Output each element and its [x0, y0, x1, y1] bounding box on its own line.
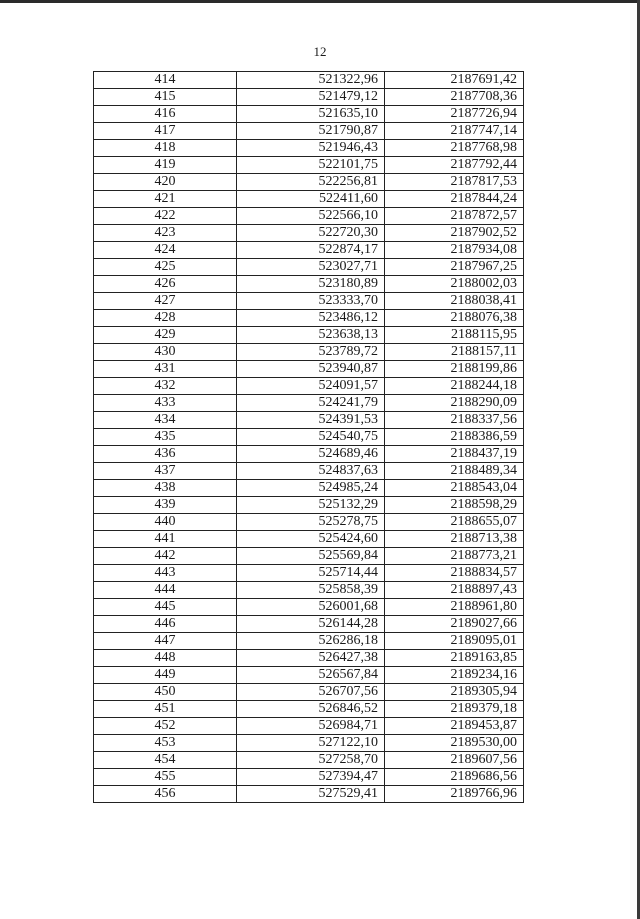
y-coordinate-cell: 2187792,44: [385, 157, 524, 174]
y-coordinate-cell: 2187902,52: [385, 225, 524, 242]
x-coordinate-cell: 524540,75: [237, 429, 385, 446]
x-coordinate-cell: 525278,75: [237, 514, 385, 531]
x-coordinate-cell: 521479,12: [237, 89, 385, 106]
point-number-cell: 434: [94, 412, 237, 429]
y-coordinate-cell: 2188961,80: [385, 599, 524, 616]
table-row: [94, 140, 524, 157]
y-coordinate-cell: 2187747,14: [385, 123, 524, 140]
y-coordinate-cell: 2188543,04: [385, 480, 524, 497]
y-coordinate-cell: 2188038,41: [385, 293, 524, 310]
table-row: [94, 429, 524, 446]
x-coordinate-cell: 525569,84: [237, 548, 385, 565]
point-number-cell: 444: [94, 582, 237, 599]
table-row: [94, 769, 524, 786]
y-coordinate-cell: 2187768,98: [385, 140, 524, 157]
table-row: [94, 514, 524, 531]
table-row: [94, 633, 524, 650]
point-number-cell: 419: [94, 157, 237, 174]
table-row: [94, 259, 524, 276]
point-number-cell: 448: [94, 650, 237, 667]
table-row: [94, 242, 524, 259]
y-coordinate-cell: 2188489,34: [385, 463, 524, 480]
table-row: [94, 463, 524, 480]
y-coordinate-cell: 2187872,57: [385, 208, 524, 225]
y-coordinate-cell: 2188897,43: [385, 582, 524, 599]
y-coordinate-cell: 2189530,00: [385, 735, 524, 752]
y-coordinate-cell: 2188386,59: [385, 429, 524, 446]
table-row: [94, 174, 524, 191]
point-number-cell: 454: [94, 752, 237, 769]
y-coordinate-cell: 2188244,18: [385, 378, 524, 395]
x-coordinate-cell: 523486,12: [237, 310, 385, 327]
point-number-cell: 425: [94, 259, 237, 276]
x-coordinate-cell: 527529,41: [237, 786, 385, 803]
point-number-cell: 450: [94, 684, 237, 701]
table-row: [94, 531, 524, 548]
point-number-cell: 414: [94, 72, 237, 89]
point-number-cell: 424: [94, 242, 237, 259]
x-coordinate-cell: 526427,38: [237, 650, 385, 667]
y-coordinate-cell: 2189305,94: [385, 684, 524, 701]
table-row: [94, 225, 524, 242]
point-number-cell: 439: [94, 497, 237, 514]
point-number-cell: 453: [94, 735, 237, 752]
y-coordinate-cell: 2189607,56: [385, 752, 524, 769]
point-number-cell: 421: [94, 191, 237, 208]
table-row: [94, 412, 524, 429]
x-coordinate-cell: 521946,43: [237, 140, 385, 157]
table-row: [94, 718, 524, 735]
y-coordinate-cell: 2187817,53: [385, 174, 524, 191]
table-row: [94, 310, 524, 327]
table-row: [94, 684, 524, 701]
point-number-cell: 447: [94, 633, 237, 650]
x-coordinate-cell: 524391,53: [237, 412, 385, 429]
point-number-cell: 449: [94, 667, 237, 684]
x-coordinate-cell: 524837,63: [237, 463, 385, 480]
point-number-cell: 417: [94, 123, 237, 140]
y-coordinate-cell: 2188002,03: [385, 276, 524, 293]
table-row: [94, 208, 524, 225]
x-coordinate-cell: 522874,17: [237, 242, 385, 259]
y-coordinate-cell: 2189234,16: [385, 667, 524, 684]
x-coordinate-cell: 526846,52: [237, 701, 385, 718]
table-row: [94, 480, 524, 497]
point-number-cell: 438: [94, 480, 237, 497]
table-row: [94, 548, 524, 565]
x-coordinate-cell: 525424,60: [237, 531, 385, 548]
point-number-cell: 427: [94, 293, 237, 310]
point-number-cell: 422: [94, 208, 237, 225]
point-number-cell: 416: [94, 106, 237, 123]
point-number-cell: 431: [94, 361, 237, 378]
y-coordinate-cell: 2189453,87: [385, 718, 524, 735]
point-number-cell: 443: [94, 565, 237, 582]
point-number-cell: 446: [94, 616, 237, 633]
y-coordinate-cell: 2188834,57: [385, 565, 524, 582]
point-number-cell: 415: [94, 89, 237, 106]
point-number-cell: 436: [94, 446, 237, 463]
point-number-cell: 452: [94, 718, 237, 735]
point-number-cell: 432: [94, 378, 237, 395]
y-coordinate-cell: 2188290,09: [385, 395, 524, 412]
table-row: [94, 276, 524, 293]
x-coordinate-cell: 522256,81: [237, 174, 385, 191]
table-row: [94, 752, 524, 769]
point-number-cell: 456: [94, 786, 237, 803]
y-coordinate-cell: 2188199,86: [385, 361, 524, 378]
table-row: [94, 446, 524, 463]
table-row: [94, 786, 524, 803]
x-coordinate-cell: 525714,44: [237, 565, 385, 582]
x-coordinate-cell: 523027,71: [237, 259, 385, 276]
table-row: [94, 616, 524, 633]
y-coordinate-cell: 2188437,19: [385, 446, 524, 463]
y-coordinate-cell: 2187691,42: [385, 72, 524, 89]
x-coordinate-cell: 521790,87: [237, 123, 385, 140]
x-coordinate-cell: 522720,30: [237, 225, 385, 242]
point-number-cell: 451: [94, 701, 237, 718]
x-coordinate-cell: 527122,10: [237, 735, 385, 752]
x-coordinate-cell: 526001,68: [237, 599, 385, 616]
point-number-cell: 430: [94, 344, 237, 361]
point-number-cell: 420: [94, 174, 237, 191]
y-coordinate-cell: 2187967,25: [385, 259, 524, 276]
table-row: [94, 157, 524, 174]
point-number-cell: 445: [94, 599, 237, 616]
x-coordinate-cell: 523638,13: [237, 327, 385, 344]
table-row: [94, 650, 524, 667]
x-coordinate-cell: 523180,89: [237, 276, 385, 293]
y-coordinate-cell: 2188157,11: [385, 344, 524, 361]
y-coordinate-cell: 2188076,38: [385, 310, 524, 327]
y-coordinate-cell: 2188115,95: [385, 327, 524, 344]
point-number-cell: 437: [94, 463, 237, 480]
y-coordinate-cell: 2188713,38: [385, 531, 524, 548]
table-row: [94, 123, 524, 140]
table-row: [94, 599, 524, 616]
y-coordinate-cell: 2189163,85: [385, 650, 524, 667]
table-row: [94, 667, 524, 684]
point-number-cell: 418: [94, 140, 237, 157]
x-coordinate-cell: 523789,72: [237, 344, 385, 361]
y-coordinate-cell: 2187726,94: [385, 106, 524, 123]
point-number-cell: 435: [94, 429, 237, 446]
x-coordinate-cell: 523940,87: [237, 361, 385, 378]
x-coordinate-cell: 522411,60: [237, 191, 385, 208]
x-coordinate-cell: 525858,39: [237, 582, 385, 599]
x-coordinate-cell: 527394,47: [237, 769, 385, 786]
x-coordinate-cell: 525132,29: [237, 497, 385, 514]
table-row: [94, 395, 524, 412]
y-coordinate-cell: 2188655,07: [385, 514, 524, 531]
y-coordinate-cell: 2187708,36: [385, 89, 524, 106]
table-row: [94, 327, 524, 344]
x-coordinate-cell: 526144,28: [237, 616, 385, 633]
coordinates-table: [93, 71, 524, 803]
x-coordinate-cell: 524091,57: [237, 378, 385, 395]
x-coordinate-cell: 521322,96: [237, 72, 385, 89]
y-coordinate-cell: 2187844,24: [385, 191, 524, 208]
coordinates-table-body: [94, 72, 524, 803]
x-coordinate-cell: 527258,70: [237, 752, 385, 769]
y-coordinate-cell: 2188337,56: [385, 412, 524, 429]
y-coordinate-cell: 2188773,21: [385, 548, 524, 565]
x-coordinate-cell: 524985,24: [237, 480, 385, 497]
table-row: [94, 293, 524, 310]
table-row: [94, 565, 524, 582]
page-number: 12: [313, 44, 327, 59]
table-row: [94, 106, 524, 123]
table-row: [94, 72, 524, 89]
table-row: [94, 344, 524, 361]
table-row: [94, 191, 524, 208]
point-number-cell: 455: [94, 769, 237, 786]
y-coordinate-cell: 2189379,18: [385, 701, 524, 718]
table-row: [94, 497, 524, 514]
x-coordinate-cell: 526567,84: [237, 667, 385, 684]
y-coordinate-cell: 2189095,01: [385, 633, 524, 650]
table-row: [94, 378, 524, 395]
x-coordinate-cell: 526707,56: [237, 684, 385, 701]
point-number-cell: 429: [94, 327, 237, 344]
y-coordinate-cell: 2189027,66: [385, 616, 524, 633]
point-number-cell: 428: [94, 310, 237, 327]
point-number-cell: 440: [94, 514, 237, 531]
point-number-cell: 433: [94, 395, 237, 412]
point-number-cell: 442: [94, 548, 237, 565]
scan-edge-top: [0, 0, 640, 3]
table-row: [94, 361, 524, 378]
y-coordinate-cell: 2187934,08: [385, 242, 524, 259]
table-row: [94, 735, 524, 752]
x-coordinate-cell: 524689,46: [237, 446, 385, 463]
point-number-cell: 423: [94, 225, 237, 242]
x-coordinate-cell: 521635,10: [237, 106, 385, 123]
x-coordinate-cell: 526984,71: [237, 718, 385, 735]
x-coordinate-cell: 526286,18: [237, 633, 385, 650]
x-coordinate-cell: 522566,10: [237, 208, 385, 225]
y-coordinate-cell: 2189686,56: [385, 769, 524, 786]
point-number-cell: 441: [94, 531, 237, 548]
x-coordinate-cell: 523333,70: [237, 293, 385, 310]
table-row: [94, 701, 524, 718]
point-number-cell: 426: [94, 276, 237, 293]
y-coordinate-cell: 2189766,96: [385, 786, 524, 803]
table-row: [94, 89, 524, 106]
x-coordinate-cell: 522101,75: [237, 157, 385, 174]
table-row: [94, 582, 524, 599]
x-coordinate-cell: 524241,79: [237, 395, 385, 412]
y-coordinate-cell: 2188598,29: [385, 497, 524, 514]
